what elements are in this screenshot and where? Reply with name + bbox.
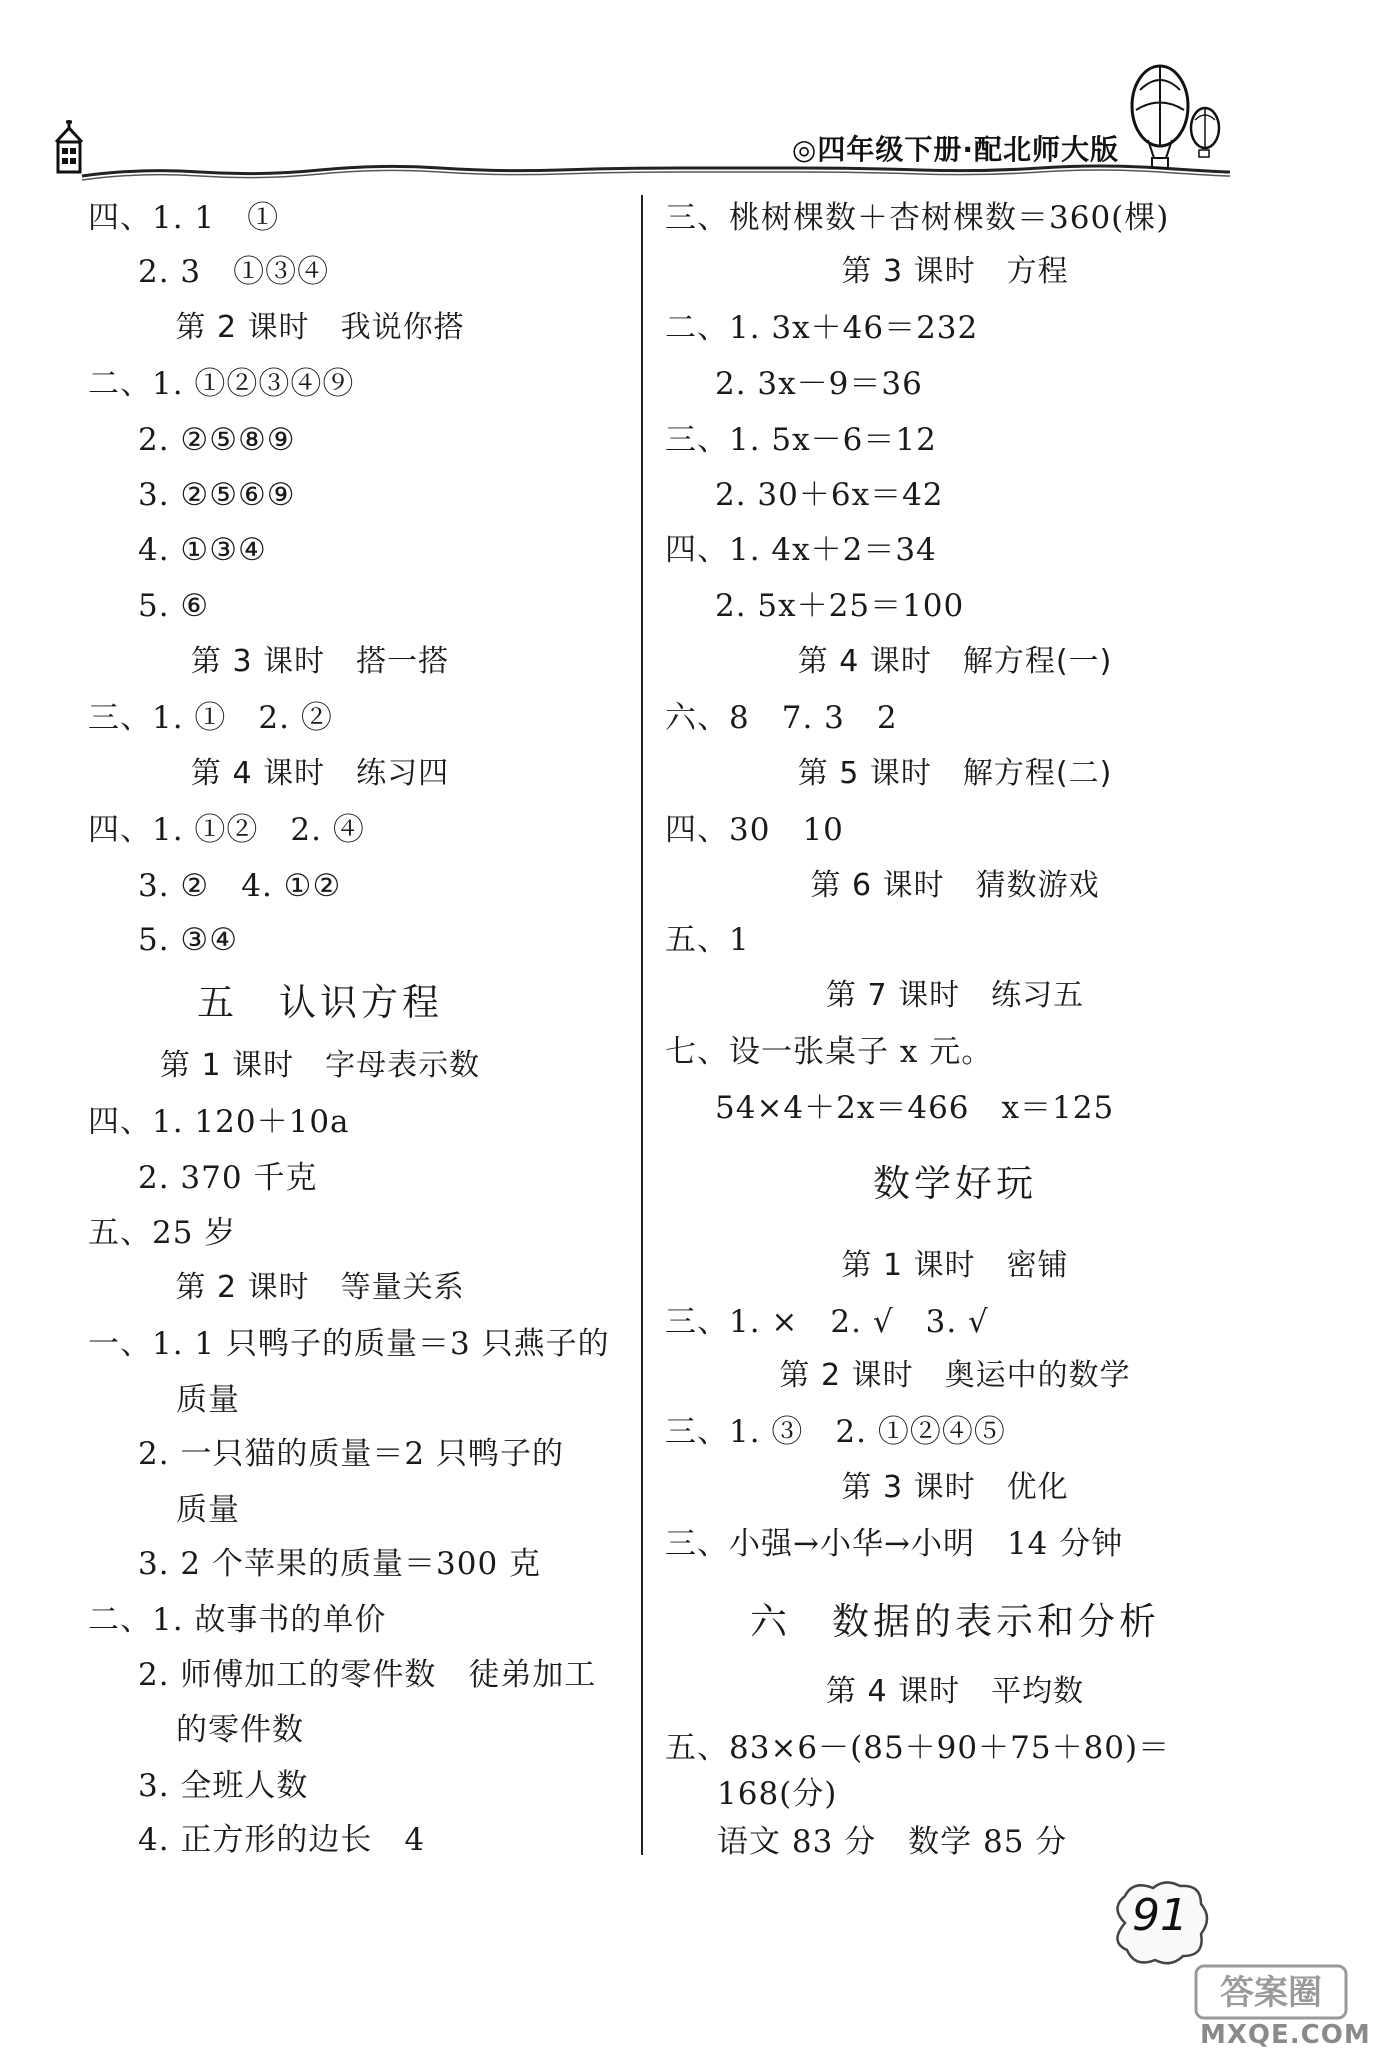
answer-line: 质量 — [176, 1492, 240, 1528]
page-number: 91 — [1132, 1890, 1188, 1941]
lesson-heading: 第 1 课时 字母表示数 — [159, 1048, 481, 1083]
answer-line: 4. 正方形的边长 4 — [138, 1822, 426, 1858]
answer-line: 3. ②⑤⑥⑨ — [138, 477, 296, 513]
answer-line: 七、设一张桌子 x 元。 — [665, 1034, 994, 1070]
lesson-heading: 第 2 课时 我说你搭 — [175, 310, 465, 345]
answer-line: 五、25 岁 — [88, 1215, 237, 1251]
answer-line: 2. 370 千克 — [138, 1160, 318, 1196]
answer-line: 二、1. 3x＋46＝232 — [665, 310, 979, 346]
hot-air-balloon-icon — [1132, 66, 1219, 168]
answer-line: 2. 30＋6x＝42 — [715, 477, 944, 513]
answer-line: 六、8 7. 3 2 — [665, 700, 898, 736]
answer-line: 二、1. 故事书的单价 — [88, 1602, 387, 1638]
answer-line: 2. 师傅加工的零件数 徒弟加工 — [138, 1657, 597, 1693]
answer-line: 二、1. ①②③④⑨ — [88, 366, 355, 402]
answer-line: 三、小强→小华→小明 14 分钟 — [665, 1526, 1124, 1562]
answer-line: 四、1. ①② 2. ④ — [88, 812, 365, 848]
lesson-heading: 第 5 课时 解方程(二) — [797, 756, 1113, 791]
unit-heading: 数学好玩 — [873, 1162, 1037, 1205]
answer-line: 5. ⑥ — [138, 588, 210, 624]
watermark-text: MXQE.COM — [1200, 2020, 1371, 2050]
lesson-heading: 第 6 课时 猜数游戏 — [810, 868, 1100, 903]
page-header — [0, 0, 1374, 190]
answer-line: 2. 5x＋25＝100 — [715, 588, 965, 624]
answer-line: 语文 83 分 数学 85 分 — [717, 1824, 1068, 1860]
lesson-heading: 第 1 课时 密铺 — [841, 1248, 1069, 1283]
svg-text:答案圈: 答案圈 — [1220, 1973, 1322, 2013]
answer-line: 五、83×6－(85＋90＋75＋80)＝ — [665, 1730, 1171, 1766]
lesson-heading: 第 3 课时 方程 — [841, 254, 1069, 289]
answer-line: 三、1. ③ 2. ①②④⑤ — [665, 1414, 1006, 1450]
answer-line: 一、1. 1 只鸭子的质量＝3 只燕子的 — [88, 1326, 610, 1362]
answer-line: 3. 全班人数 — [138, 1768, 309, 1804]
answer-line: 四、30 10 — [665, 812, 844, 848]
book-info-label: ◎四年级下册·配北师大版 — [791, 133, 1119, 166]
answer-line: 4. ①③④ — [138, 532, 267, 568]
lesson-heading: 第 3 课时 优化 — [841, 1470, 1069, 1505]
answer-line: 四、1. 4x＋2＝34 — [665, 532, 937, 568]
lesson-heading: 第 2 课时 等量关系 — [175, 1270, 465, 1305]
answer-line: 五、1 — [665, 922, 750, 958]
answer-line: 3. 2 个苹果的质量＝300 克 — [138, 1546, 542, 1582]
answer-line: 168(分) — [717, 1776, 838, 1812]
small-house-icon — [56, 120, 82, 172]
lesson-heading: 第 4 课时 平均数 — [825, 1674, 1085, 1709]
answer-line: 三、1. × 2. √ 3. √ — [665, 1304, 989, 1340]
unit-heading: 五 认识方程 — [197, 981, 443, 1024]
answer-line: 四、1. 120＋10a — [88, 1104, 350, 1140]
unit-heading: 六 数据的表示和分析 — [750, 1600, 1160, 1643]
lesson-heading: 第 4 课时 练习四 — [190, 756, 450, 791]
answer-line: 四、1. 1 ① — [88, 200, 280, 236]
answer-line: 54×4＋2x＝466 x＝125 — [715, 1090, 1115, 1126]
answer-line: 2. 3x－9＝36 — [715, 366, 923, 402]
lesson-heading: 第 7 课时 练习五 — [825, 978, 1085, 1013]
answer-line: 三、1. ① 2. ② — [88, 700, 333, 736]
lesson-heading: 第 3 课时 搭一搭 — [190, 644, 450, 679]
answer-line: 的零件数 — [176, 1712, 304, 1748]
answer-line: 三、桃树棵数＋杏树棵数＝360(棵) — [665, 200, 1170, 236]
answer-line: 2. ②⑤⑧⑨ — [138, 422, 296, 458]
lesson-heading: 第 4 课时 解方程(一) — [797, 644, 1113, 679]
answer-line: 2. 一只猫的质量＝2 只鸭子的 — [138, 1436, 565, 1472]
answer-line: 三、1. 5x－6＝12 — [665, 422, 937, 458]
answer-line: 质量 — [176, 1382, 240, 1418]
lesson-heading: 第 2 课时 奥运中的数学 — [779, 1358, 1131, 1393]
column-divider — [641, 195, 643, 1855]
answer-line: 3. ② 4. ①② — [138, 868, 342, 904]
answer-line: 2. 3 ①③④ — [138, 254, 330, 290]
answer-line: 5. ③④ — [138, 922, 239, 958]
